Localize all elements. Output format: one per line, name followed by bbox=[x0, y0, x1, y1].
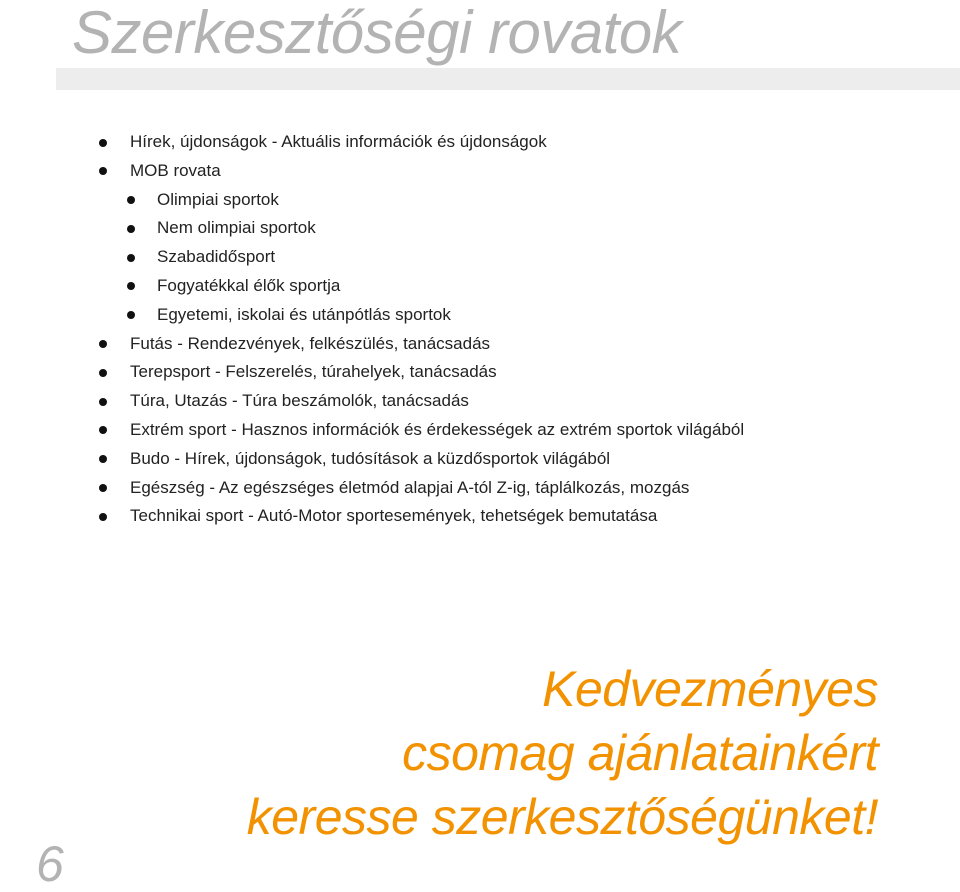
list-item-label: Hírek, újdonságok - Aktuális információk és újdonságok bbox=[130, 132, 547, 151]
sub-list-item bbox=[0, 243, 744, 272]
bullet-icon bbox=[127, 196, 135, 204]
list-item-label: Egészség - Az egészséges életmód alapjai A-tól Z-ig, táplálkozás, mozgás bbox=[130, 477, 690, 497]
list-item bbox=[0, 445, 744, 474]
list-item-label: Terepsport - Felszerelés, túrahelyek, tanácsadás bbox=[130, 362, 497, 382]
list-item-label: Egyetemi, iskolai és utánpótlás sportok bbox=[157, 304, 451, 324]
title-divider-bar bbox=[56, 68, 960, 90]
list-item bbox=[0, 330, 744, 359]
sub-list-item bbox=[0, 186, 744, 215]
promo-line-1: Kedvezményes bbox=[542, 661, 878, 717]
list-item bbox=[0, 502, 744, 531]
list-item-label: Extrém sport - Hasznos információk és érdekességek az extrém sportok világából bbox=[130, 419, 745, 439]
list-item bbox=[0, 358, 744, 387]
promo-line-3: keresse szerkesztőségünket! bbox=[246, 789, 878, 845]
sub-list-item bbox=[0, 272, 744, 301]
list-item-label: Túra, Utazás - Túra beszámolók, tanácsadás bbox=[130, 391, 469, 411]
bullet-icon bbox=[99, 398, 107, 406]
bullet-icon bbox=[99, 455, 107, 463]
page-title: Szerkesztőségi rovatok bbox=[72, 0, 682, 66]
list-item bbox=[0, 387, 744, 416]
list-item bbox=[0, 416, 744, 445]
list-item-label: Szabadidősport bbox=[157, 247, 276, 267]
list-item bbox=[0, 128, 744, 157]
list-item bbox=[0, 474, 744, 503]
list-item-label: Nem olimpiai sportok bbox=[157, 218, 316, 238]
section-list bbox=[0, 128, 744, 531]
promo-line-2: csomag ajánlatainkért bbox=[402, 725, 878, 781]
list-item bbox=[0, 157, 744, 186]
list-item-label: Futás - Rendezvények, felkészülés, tanácsadás bbox=[130, 333, 491, 353]
bullet-icon bbox=[99, 340, 107, 348]
page-number: 6 bbox=[36, 836, 64, 892]
bullet-icon bbox=[99, 513, 107, 521]
bullet-icon bbox=[99, 139, 107, 147]
list-item-label: Fogyatékkal élők sportja bbox=[157, 275, 341, 295]
bullet-icon bbox=[99, 426, 107, 434]
list-item-label: MOB rovata bbox=[130, 160, 221, 180]
promo-text bbox=[247, 657, 878, 849]
bullet-icon bbox=[99, 484, 107, 492]
bullet-icon bbox=[99, 369, 107, 377]
list-item-label: Technikai sport - Autó-Motor sportesemények, tehetségek bemutatása bbox=[130, 506, 658, 526]
sub-list-item bbox=[0, 301, 744, 330]
bullet-icon bbox=[127, 311, 135, 319]
sub-list-item bbox=[0, 214, 744, 243]
list-item-label: Olimpiai sportok bbox=[157, 189, 279, 209]
bullet-icon bbox=[99, 167, 107, 175]
bullet-icon bbox=[127, 254, 135, 262]
bullet-icon bbox=[127, 225, 135, 233]
bullet-icon bbox=[127, 282, 135, 290]
list-item-label: Budo - Hírek, újdonságok, tudósítások a küzdősportok világából bbox=[130, 448, 611, 468]
